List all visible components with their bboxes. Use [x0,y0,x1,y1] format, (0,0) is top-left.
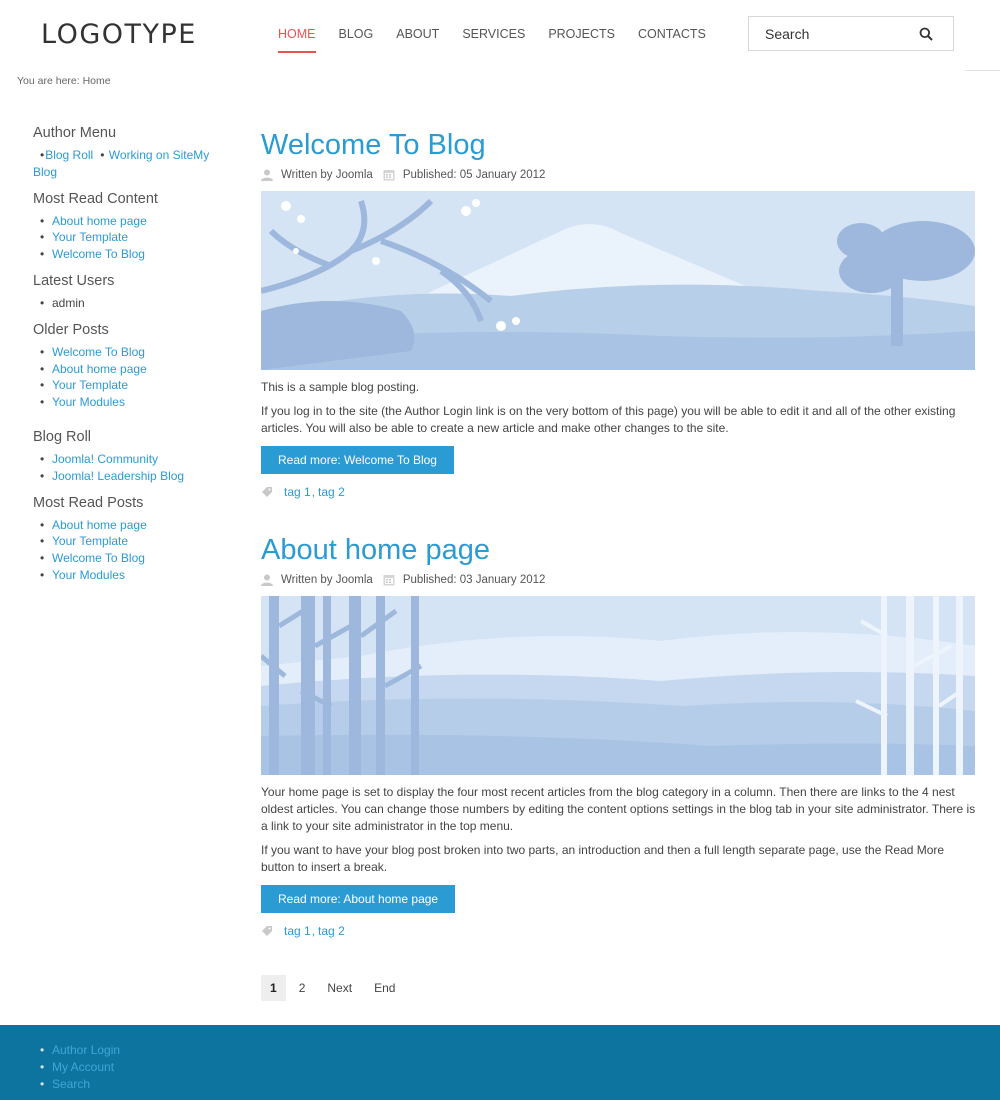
blog-roll-link[interactable]: Joomla! Community [52,451,159,466]
list-item [33,451,223,468]
article-published-date: Published: 05 January 2012 [402,169,546,181]
older-post-link[interactable]: About home page [52,361,147,376]
list-item [33,246,223,263]
footer [0,1025,1000,1100]
nav-contacts[interactable]: CONTACTS [638,27,706,41]
calendar-icon [383,169,395,181]
page-current: 1 [261,975,286,1001]
latest-user-name: admin [52,295,85,310]
search-box [748,16,954,51]
sidebar [33,125,223,594]
most-read-posts-title: Most Read Posts [33,494,144,511]
article-author: Written by Joomla [281,574,373,586]
list-item [33,1076,120,1093]
most-read-content-title: Most Read Content [33,190,158,207]
list-item [33,468,223,485]
pagination [261,975,408,1001]
article [261,128,976,499]
article-paragraph: This is a sample blog posting. [261,380,420,394]
article-tags: tag 1 , tag 2 [261,485,976,499]
list-item [33,1059,120,1076]
footer-menu [33,1042,120,1092]
tag-link[interactable]: tag 2 [318,485,345,499]
header-divider [965,70,1000,71]
most-read-post-link[interactable]: Your Modules [52,567,125,582]
read-more-button[interactable]: Read more: About home page [261,885,455,913]
article-paragraph: Your home page is set to display the four most recent articles from the blog category in a column. Then there are links to the 4 nest oldest articles. You can change those numbers by editing the content options settings in the blog tab in your site administrator. There is a link to your site administrator in the top menu. [261,785,976,833]
article-title[interactable]: Welcome To Blog [261,129,486,161]
tag-icon [261,486,273,498]
article [261,533,976,938]
author-menu-item[interactable]: Blog Roll [45,148,94,162]
list-item [33,533,223,550]
footer-search-link[interactable]: Search [52,1076,91,1091]
older-post-link[interactable]: Your Modules [52,395,125,410]
author-menu-title: Author Menu [33,125,117,141]
most-read-posts-list [33,517,223,584]
article-title[interactable]: About home page [261,534,490,566]
calendar-icon [383,574,395,586]
article-published-date: Published: 03 January 2012 [402,574,546,586]
list-item [33,1042,120,1059]
blog-roll-link[interactable]: Joomla! Leadership Blog [52,468,185,483]
nav-services[interactable]: SERVICES [462,27,526,41]
list-item [33,394,223,411]
footer-author-login-link[interactable]: Author Login [52,1043,121,1057]
site-logo[interactable]: LOGOTYPE [41,19,197,50]
page-link[interactable]: 2 [298,981,306,995]
older-posts-list [33,344,223,411]
nav-about[interactable]: ABOUT [396,27,440,41]
main-nav [278,27,729,53]
latest-users-list [33,295,223,312]
tag-icon [261,925,273,937]
most-read-post-link[interactable]: About home page [52,517,147,532]
list-item [33,229,223,246]
author-menu-item[interactable]: Working on SiteMy Blog [33,148,210,179]
article-meta [261,574,976,586]
list-item [33,361,223,378]
read-more-button[interactable]: Read more: Welcome To Blog [261,446,454,474]
list-item [33,344,223,361]
footer-my-account-link[interactable]: My Account [52,1059,115,1074]
most-read-content-link[interactable]: Your Template [52,230,129,245]
most-read-content-list [33,213,223,263]
nav-home[interactable]: HOME [278,27,316,53]
tag-link[interactable]: tag 1 [284,924,311,938]
most-read-content-link[interactable]: About home page [52,213,147,228]
older-post-link[interactable]: Your Template [52,378,129,393]
blog-roll-title: Blog Roll [33,428,92,445]
search-input[interactable] [749,26,909,42]
most-read-content-link[interactable]: Welcome To Blog [52,247,145,262]
search-icon[interactable] [919,27,933,41]
list-item [33,517,223,534]
list-item [33,550,223,567]
nav-projects[interactable]: PROJECTS [548,27,615,41]
blog-roll-list [33,451,223,485]
list-item [33,295,223,312]
article-author: Written by Joomla [281,169,373,181]
article-image-bamboo-landscape [261,596,975,775]
older-post-link[interactable]: Welcome To Blog [52,344,145,359]
list-item [33,567,223,584]
article-paragraph: If you want to have your blog post broken into two parts, an introduction and then a full length separate page, use the Read More button to insert a break. [261,843,945,874]
tag-link[interactable]: tag 2 [318,924,345,938]
page-next[interactable]: Next [327,981,353,995]
user-icon [261,574,273,586]
article-tags: tag 1 , tag 2 [261,924,976,938]
article-meta [261,169,976,181]
user-icon [261,169,273,181]
nav-blog[interactable]: BLOG [338,27,374,41]
most-read-post-link[interactable]: Your Template [52,534,129,549]
breadcrumb: You are here: Home [17,75,111,87]
author-menu: •Blog Roll • Working on SiteMy Blog [33,148,210,179]
list-item [33,213,223,230]
page-end[interactable]: End [374,981,396,995]
article-image-mountain-landscape [261,191,975,370]
tag-link[interactable]: tag 1 [284,485,311,499]
older-posts-title: Older Posts [33,321,109,338]
most-read-post-link[interactable]: Welcome To Blog [52,551,145,566]
article-paragraph: If you log in to the site (the Author Login link is on the very bottom of this page) you will be able to edit it and all of the other existing articles. You will also be able to create a new article and make other changes to the site. [261,404,956,435]
list-item [33,377,223,394]
latest-users-title: Latest Users [33,272,115,289]
